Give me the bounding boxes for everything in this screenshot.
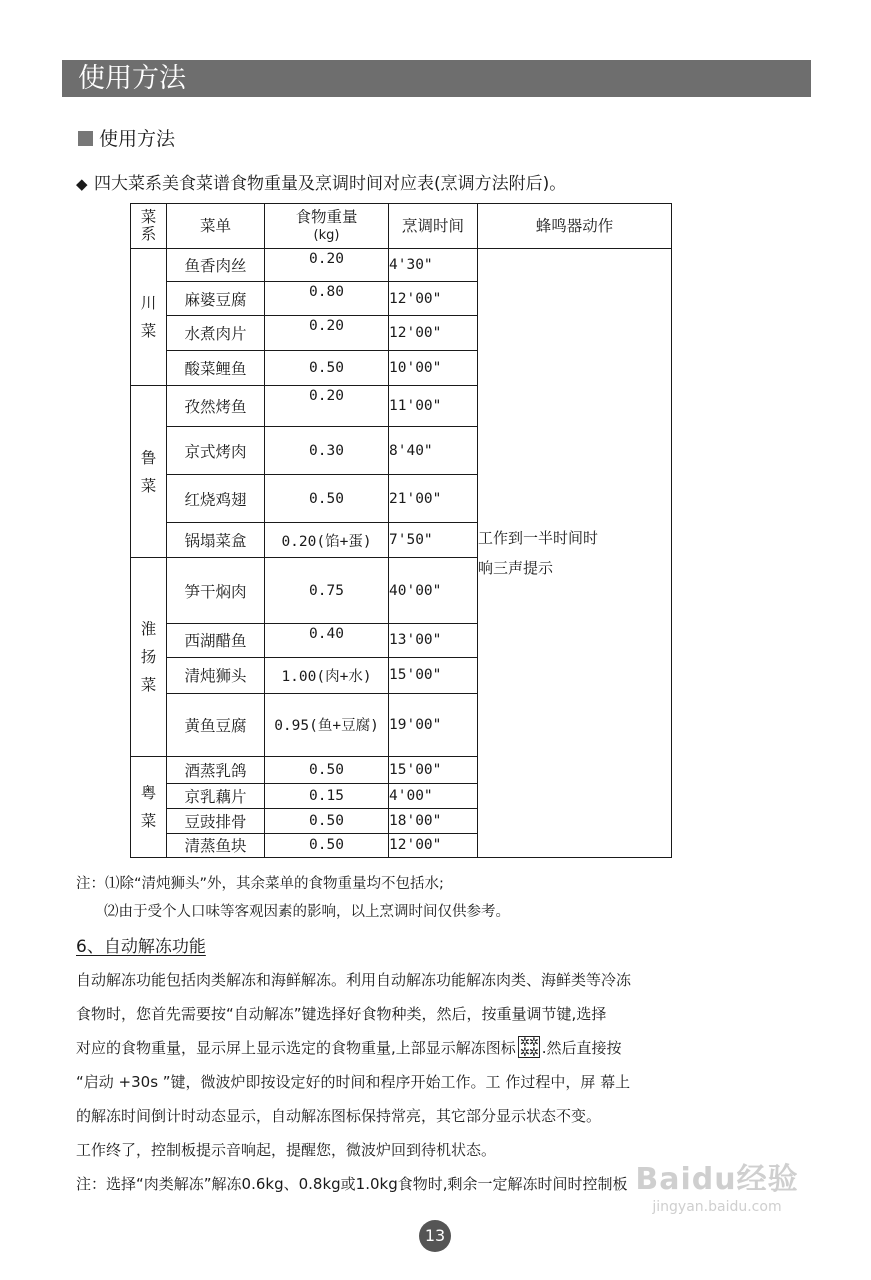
paragraph-line: 自动解冻功能包括肉类解冻和海鲜解冻。利用自动解冻功能解冻肉类、海鲜类等冷冻 [76,971,632,989]
header-beep: 蜂鸣器动作 [478,204,672,249]
weight-cell: 0.15 [265,783,389,808]
time-cell: 11'00" [389,386,478,427]
time-cell: 12'00" [389,833,478,857]
dish-cell: 水煮肉片 [167,316,265,351]
page-number: 13 [419,1220,451,1252]
table-header-row [131,204,672,249]
paragraph-line: 对应的食物重量，显示屏上显示选定的食物重量,上部显示解冻图标 ✲✲ ✲✲ .然后直接按 [76,1035,622,1059]
time-cell: 12'00" [389,282,478,316]
dish-cell: 酒蒸乳鸽 [167,756,265,783]
time-cell: 18'00" [389,808,478,833]
weight-cell: 0.95(鱼+豆腐) [265,693,389,756]
header-cuisine: 菜 系 [131,204,167,249]
time-cell: 15'00" [389,756,478,783]
cuisine-sichuan: 川 菜 [131,249,167,386]
cuisine-huaiyang: 淮 扬 菜 [131,558,167,756]
weight-cell: 0.20 [265,249,389,282]
weight-cell: 0.50 [265,756,389,783]
watermark-url: jingyan.baidu.com [652,1199,782,1215]
dish-cell: 清炖狮头 [167,657,265,693]
time-cell: 7'50" [389,523,478,558]
paragraph-line: 注：选择“肉类解冻”解冻0.6kg、0.8kg或1.0kg食物时,剩余一定解冻时间时控制板 [76,1175,628,1193]
page-header [62,60,811,97]
weight-cell: 0.20 [265,386,389,427]
dish-cell: 京乳藕片 [167,783,265,808]
time-cell: 13'00" [389,623,478,657]
time-cell: 40'00" [389,558,478,623]
dish-cell: 笋干焖肉 [167,558,265,623]
weight-cell: 0.50 [265,808,389,833]
recipe-table [130,203,672,858]
weight-cell: 0.30 [265,427,389,475]
dish-cell: 清蒸鱼块 [167,833,265,857]
time-cell: 21'00" [389,475,478,523]
paragraph-line: 的解冻时间倒计时动态显示，自动解冻图标保持常亮，其它部分显示状态不变。 [76,1107,602,1125]
dish-cell: 鱼香肉丝 [167,249,265,282]
time-cell: 19'00" [389,693,478,756]
table-intro [76,172,566,196]
table-row [131,249,672,282]
beep-action-cell: 工作到一半时间时 响三声提示 [478,249,672,858]
dish-cell: 黄鱼豆腐 [167,693,265,756]
cuisine-cantonese: 粤 菜 [131,756,167,857]
time-cell: 8'40" [389,427,478,475]
table-intro-text: 四大菜系美食菜谱食物重量及烹调时间对应表(烹调方法附后)。 [94,174,567,194]
diamond-bullet-icon: ◆ [76,175,88,193]
dish-cell: 西湖醋鱼 [167,623,265,657]
time-cell: 10'00" [389,351,478,386]
dish-cell: 红烧鸡翅 [167,475,265,523]
header-time: 烹调时间 [389,204,478,249]
weight-cell: 0.50 [265,475,389,523]
time-cell: 4'00" [389,783,478,808]
note-2: ⑵由于受个人口味等客观因素的影响，以上烹调时间仅供参考。 [104,904,510,920]
square-bullet-icon [78,131,93,146]
time-cell: 4'30" [389,249,478,282]
dish-cell: 酸菜鲤鱼 [167,351,265,386]
weight-cell: 0.40 [265,623,389,657]
section-title-text: 使用方法 [99,128,176,150]
watermark-brand: Baidu经验 [635,1162,799,1197]
weight-cell: 0.75 [265,558,389,623]
dish-cell: 麻婆豆腐 [167,282,265,316]
header-title: 使用方法 [78,63,186,94]
dish-cell: 孜然烤鱼 [167,386,265,427]
weight-cell: 0.50 [265,833,389,857]
weight-cell: 0.80 [265,282,389,316]
defrost-icon: ✲✲ ✲✲ [519,1035,538,1059]
weight-cell: 0.50 [265,351,389,386]
dish-cell: 锅塌菜盒 [167,523,265,558]
time-cell: 15'00" [389,657,478,693]
note-1: 注：⑴除“清炖狮头”外，其余菜单的食物重量均不包括水; [76,876,444,892]
header-weight: 食物重量 (kg) [265,204,389,249]
paragraph-line: 食物时，您首先需要按“自动解冻”键选择好食物种类，然后，按重量调节键,选择 [76,1005,607,1023]
table-notes [76,870,510,926]
weight-cell: 0.20(馅+蛋) [265,523,389,558]
watermark [612,1162,822,1216]
header-dish: 菜单 [167,204,265,249]
cuisine-shandong: 鲁 菜 [131,386,167,558]
time-cell: 12'00" [389,316,478,351]
weight-cell: 0.20 [265,316,389,351]
paragraph-line: “启动 +30s ”键，微波炉即按设定好的时间和程序开始工作。工 作过程中，屏 幕上 [76,1073,631,1091]
paragraph-line: 工作终了，控制板提示音响起，提醒您，微波炉回到待机状态。 [76,1141,497,1159]
dish-cell: 京式烤肉 [167,427,265,475]
section-title [78,126,175,152]
dish-cell: 豆豉排骨 [167,808,265,833]
weight-cell: 1.00(肉+水) [265,657,389,693]
auto-defrost-heading: 6、自动解冻功能 [76,937,206,957]
